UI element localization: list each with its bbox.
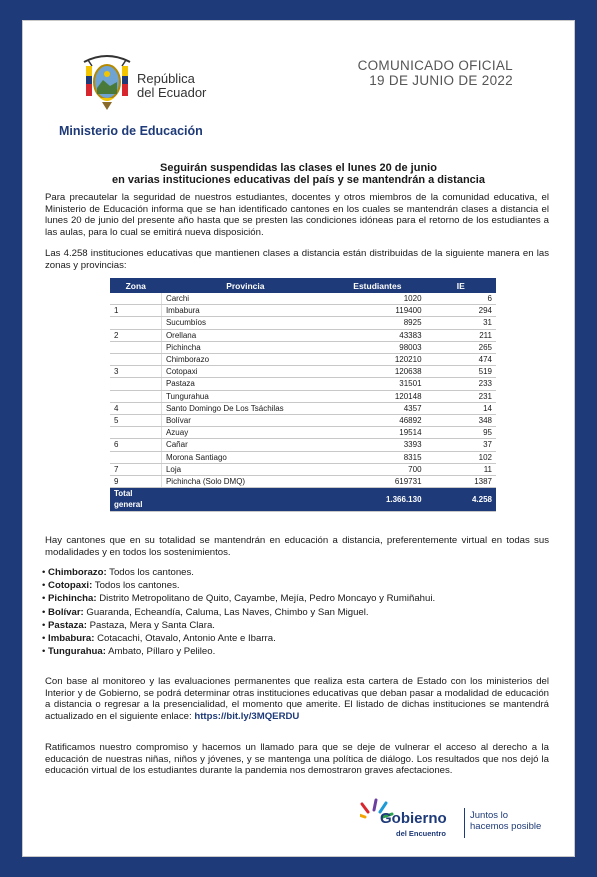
cell-estudiantes: 3393 bbox=[329, 439, 425, 451]
cell-zona bbox=[110, 317, 161, 329]
header-estudiantes: Estudiantes bbox=[329, 278, 425, 293]
table-row bbox=[110, 427, 496, 439]
list-item bbox=[42, 592, 435, 605]
cell-provincia: Pichincha (Solo DMQ) bbox=[161, 476, 329, 488]
gobierno-logo-text: Gobierno bbox=[380, 810, 447, 827]
bullet-dot-icon: • bbox=[42, 567, 49, 578]
table-body bbox=[110, 293, 496, 511]
cell-ie: 265 bbox=[426, 341, 496, 353]
document-title bbox=[22, 162, 575, 186]
cell-estudiantes: 98003 bbox=[329, 341, 425, 353]
cell-zona: 4 bbox=[110, 402, 161, 414]
cell-estudiantes: 19514 bbox=[329, 427, 425, 439]
header-zona: Zona bbox=[110, 278, 161, 293]
header-provincia: Provincia bbox=[161, 278, 329, 293]
comunicado-title: COMUNICADO OFICIAL bbox=[357, 58, 513, 73]
table-row bbox=[110, 293, 496, 305]
list-item-text: Todos los cantones. bbox=[106, 567, 194, 578]
cell-estudiantes: 31501 bbox=[329, 378, 425, 390]
table-row bbox=[110, 415, 496, 427]
list-item bbox=[42, 632, 435, 645]
republica-label bbox=[137, 72, 206, 100]
list-item-province: Cotopaxi: bbox=[48, 580, 93, 592]
cell-estudiantes: 700 bbox=[329, 463, 425, 475]
cell-estudiantes: 120148 bbox=[329, 390, 425, 402]
cell-estudiantes: 8925 bbox=[329, 317, 425, 329]
del-encuentro-text: del Encuentro bbox=[396, 829, 447, 838]
list-item-province: Pichincha: bbox=[48, 593, 97, 605]
bullet-dot-icon: • bbox=[42, 646, 49, 658]
table-row bbox=[110, 390, 496, 402]
cell-ie: 233 bbox=[426, 378, 496, 390]
table-header-row bbox=[110, 278, 496, 293]
table-row bbox=[110, 476, 496, 488]
table-row bbox=[110, 378, 496, 390]
list-item bbox=[42, 566, 435, 579]
cell-zona bbox=[110, 378, 161, 390]
communique-page bbox=[22, 20, 575, 857]
paragraph-ratificamos: Ratificamos nuestro compromiso y hacemos un llamado para que se deje de vulnerar el acceso al derecho a la educación de nuestras niñas, niños y jóvenes, y se mantenga una política de diálogo. Los resultados que nos dejó la educación virtual de los estudiantes durante la pandemia nos demostraron graves afectaciones. bbox=[45, 742, 549, 776]
cell-zona: 1 bbox=[110, 305, 161, 317]
cell-estudiantes: 4357 bbox=[329, 402, 425, 414]
table-row bbox=[110, 354, 496, 366]
cell-estudiantes: 120210 bbox=[329, 354, 425, 366]
cell-provincia: Carchi bbox=[161, 293, 329, 305]
list-item-text: Ambato, Píllaro y Pelileo. bbox=[105, 646, 216, 658]
list-item-text: Pastaza, Mera y Santa Clara. bbox=[86, 619, 215, 631]
slogan bbox=[470, 810, 541, 832]
cell-zona: 5 bbox=[110, 415, 161, 427]
cell-zona bbox=[110, 341, 161, 353]
paragraph-intro: Para precautelar la seguridad de nuestros estudiantes, docentes y otros miembros de la comunidad educativa, el Ministerio de Educación informa que se han identificado cantones en los cuales se mantendrán clases a distancia el lunes 20 de junio del presente año hasta que se presten las condiciones idóneas para el retorno de los estudiantes a las aulas, para lo cual se emitirá nueva disposición. bbox=[45, 192, 549, 238]
cell-provincia: Orellana bbox=[161, 329, 329, 341]
cell-zona: 2 bbox=[110, 329, 161, 341]
cell-provincia: Santo Domingo De Los Tsáchilas bbox=[161, 402, 329, 414]
cell-ie: 95 bbox=[426, 427, 496, 439]
bullet-dot-icon: • bbox=[42, 619, 49, 631]
table-row bbox=[110, 463, 496, 475]
slogan-line-1: Juntos lo bbox=[470, 810, 509, 821]
list-item-province: Tungurahua: bbox=[48, 646, 106, 658]
list-item-province: Imbabura: bbox=[48, 633, 95, 645]
cell-ie: 11 bbox=[426, 463, 496, 475]
cell-zona bbox=[110, 354, 161, 366]
table-row bbox=[110, 317, 496, 329]
paragraph-monitoreo bbox=[45, 676, 549, 722]
table-row bbox=[110, 439, 496, 451]
title-line-1: Seguirán suspendidas las clases el lunes 20 de junio bbox=[160, 162, 437, 174]
ministerio-label: Ministerio de Educación bbox=[59, 124, 203, 138]
cell-ie: 231 bbox=[426, 390, 496, 402]
cell-zona bbox=[110, 390, 161, 402]
cell-zona: 3 bbox=[110, 366, 161, 378]
list-item bbox=[42, 645, 435, 658]
monitoreo-text: Con base al monitoreo y las evaluaciones permanentes que realiza esta cartera de Estado con los ministerios del Interior y de Gobierno, se podrá determinar otras instituciones educativas que deban pasar a modalidad de educación a distancia o regresar a la presencialidad, el momento que amerite. El listado de dichas instituciones se mantendrá actualizado en el siguiente enlace: bbox=[45, 676, 549, 722]
total-estudiantes: 1.366.130 bbox=[329, 488, 425, 511]
list-item-province: Pastaza: bbox=[48, 619, 87, 631]
institutions-table bbox=[110, 278, 496, 512]
cell-zona: 7 bbox=[110, 463, 161, 475]
comunicado-heading bbox=[358, 58, 513, 88]
cell-provincia: Tungurahua bbox=[161, 390, 329, 402]
bullet-dot-icon: • bbox=[42, 633, 49, 645]
table-row bbox=[110, 305, 496, 317]
cell-provincia: Bolívar bbox=[161, 415, 329, 427]
table-row bbox=[110, 366, 496, 378]
bullet-dot-icon: • bbox=[42, 580, 49, 592]
header bbox=[22, 20, 575, 170]
table-row bbox=[110, 341, 496, 353]
total-ie: 4.258 bbox=[426, 488, 496, 511]
total-label: Total general bbox=[110, 488, 161, 511]
cell-ie: 211 bbox=[426, 329, 496, 341]
cell-provincia: Imbabura bbox=[161, 305, 329, 317]
cell-ie: 6 bbox=[426, 293, 496, 305]
cell-estudiantes: 46892 bbox=[329, 415, 425, 427]
list-item-text: Todos los cantones. bbox=[92, 580, 180, 592]
cell-ie: 474 bbox=[426, 354, 496, 366]
cell-estudiantes: 119400 bbox=[329, 305, 425, 317]
list-item bbox=[42, 579, 435, 592]
table-row bbox=[110, 451, 496, 463]
cell-ie: 294 bbox=[426, 305, 496, 317]
cell-ie: 102 bbox=[426, 451, 496, 463]
cell-ie: 31 bbox=[426, 317, 496, 329]
ecuador-coat-of-arms-icon bbox=[80, 52, 134, 112]
republica-line: República bbox=[137, 71, 195, 86]
cell-zona bbox=[110, 427, 161, 439]
cell-provincia: Azuay bbox=[161, 427, 329, 439]
cell-zona bbox=[110, 293, 161, 305]
cell-provincia: Morona Santiago bbox=[161, 451, 329, 463]
list-item-province: Bolívar: bbox=[48, 606, 84, 618]
list-item bbox=[42, 619, 435, 632]
total-spacer bbox=[161, 488, 329, 511]
cell-estudiantes: 43383 bbox=[329, 329, 425, 341]
table-row bbox=[110, 402, 496, 414]
paragraph-distribution: Las 4.258 instituciones educativas que mantienen clases a distancia están distribuidas de la siguiente manera en las zonas y provincias: bbox=[45, 248, 549, 271]
cell-provincia: Chimborazo bbox=[161, 354, 329, 366]
cell-ie: 519 bbox=[426, 366, 496, 378]
cantones-list bbox=[42, 566, 435, 658]
cell-estudiantes: 120638 bbox=[329, 366, 425, 378]
cell-ie: 14 bbox=[426, 402, 496, 414]
listado-link[interactable]: https://bit.ly/3MQERDU bbox=[194, 710, 300, 722]
list-item-text: Distrito Metropolitano de Quito, Cayambe, Mejía, Pedro Moncayo y Rumiñahui. bbox=[96, 593, 436, 605]
cell-estudiantes: 619731 bbox=[329, 476, 425, 488]
table-row bbox=[110, 329, 496, 341]
cell-provincia: Loja bbox=[161, 463, 329, 475]
cell-provincia: Sucumbíos bbox=[161, 317, 329, 329]
cell-provincia: Cañar bbox=[161, 439, 329, 451]
del-ecuador-line: del Ecuador bbox=[137, 85, 207, 100]
cell-zona: 6 bbox=[110, 439, 161, 451]
slogan-line-2: hacemos posible bbox=[470, 821, 542, 832]
title-line-2: en varias instituciones educativas del país y se mantendrán a distancia bbox=[112, 174, 485, 186]
cell-ie: 1387 bbox=[426, 476, 496, 488]
list-item-text: Cotacachi, Otavalo, Antonio Ante e Ibarra. bbox=[94, 633, 276, 645]
cell-estudiantes: 8315 bbox=[329, 451, 425, 463]
list-item bbox=[42, 606, 435, 619]
table-total-row bbox=[110, 488, 496, 511]
cell-ie: 348 bbox=[426, 415, 496, 427]
cell-estudiantes: 1020 bbox=[329, 293, 425, 305]
header-ie: IE bbox=[426, 278, 496, 293]
list-item-text: Guaranda, Echeandía, Caluma, Las Naves, Chimbo y San Miguel. bbox=[83, 606, 369, 618]
comunicado-date: 19 DE JUNIO DE 2022 bbox=[369, 73, 513, 88]
paragraph-cantones: Hay cantones que en su totalidad se mantendrán en educación a distancia, preferentemente virtual en todas sus modalidades y en todos los sostenimientos. bbox=[45, 535, 549, 558]
cell-provincia: Cotopaxi bbox=[161, 366, 329, 378]
bullet-dot-icon: • bbox=[42, 593, 49, 605]
logo-divider bbox=[464, 808, 465, 838]
cell-zona: 9 bbox=[110, 476, 161, 488]
cell-provincia: Pichincha bbox=[161, 341, 329, 353]
cell-zona bbox=[110, 451, 161, 463]
cell-ie: 37 bbox=[426, 439, 496, 451]
cell-provincia: Pastaza bbox=[161, 378, 329, 390]
list-item-province: Chimborazo: bbox=[48, 567, 107, 578]
bullet-dot-icon: • bbox=[42, 606, 49, 618]
